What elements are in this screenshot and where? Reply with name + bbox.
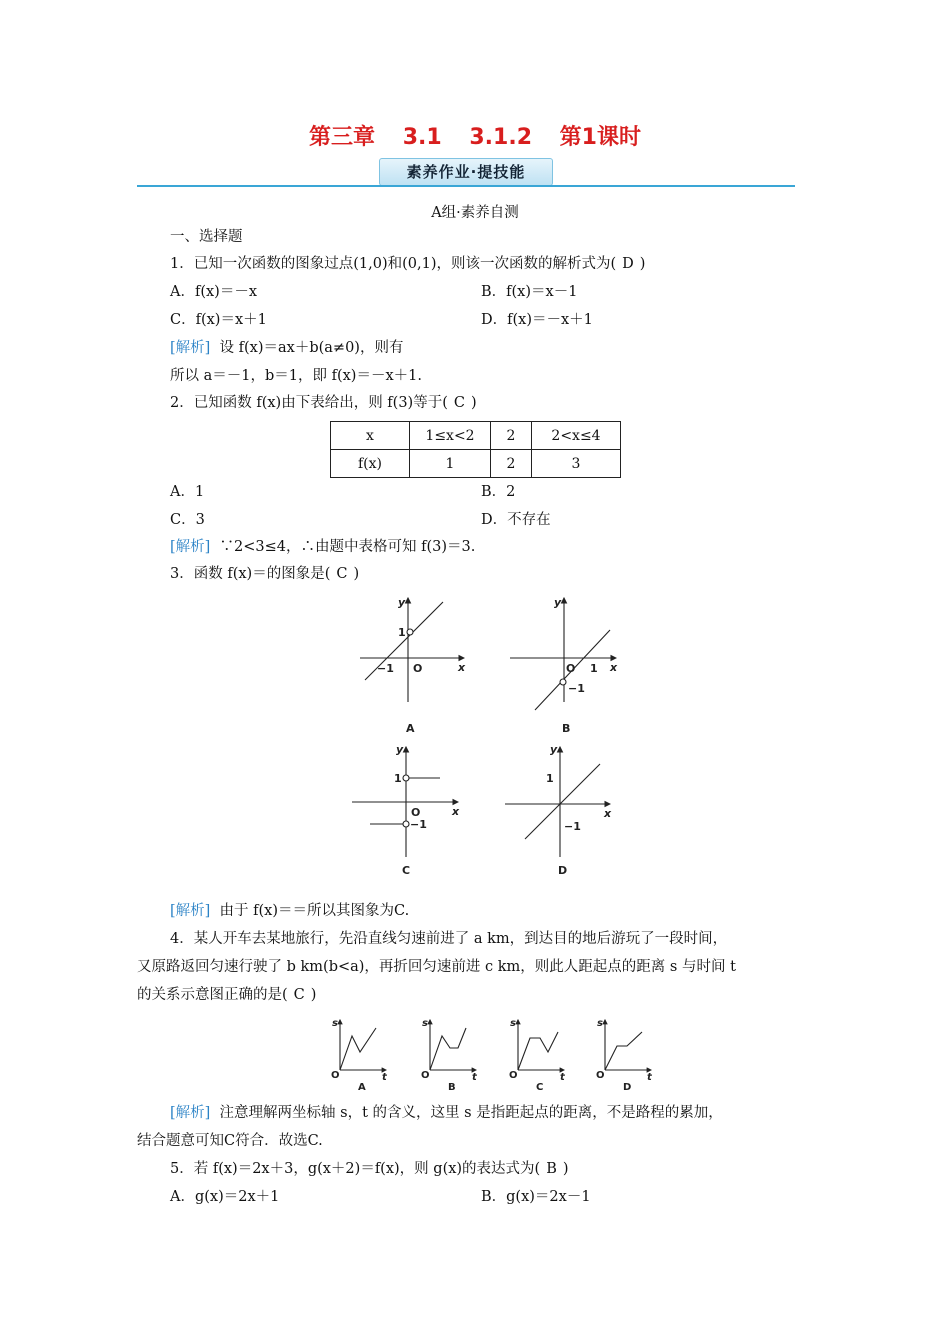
- section-heading: 一、选择题: [170, 229, 243, 245]
- axis-label-y: y: [554, 596, 562, 609]
- graph-caption: D: [623, 1082, 632, 1093]
- graph-caption: B: [562, 722, 571, 735]
- q3-solution: [解析] 由于 f(x)＝＝所以其图象为C.: [170, 903, 410, 919]
- axis-label-t: t: [647, 1072, 652, 1083]
- question-1: [170, 254, 645, 274]
- question-3: [170, 564, 359, 584]
- solution-tag: [解析]: [170, 903, 211, 919]
- page-title: [0, 120, 950, 151]
- solution-tag: [解析]: [170, 1105, 211, 1121]
- banner-badge: 素养作业·提技能: [379, 158, 553, 186]
- table-row: [331, 422, 621, 450]
- tick-label: −1: [564, 820, 581, 833]
- q2-option-a: A．1: [170, 484, 205, 500]
- q4-solution-line2: 结合题意可知C符合．故选C.: [137, 1133, 323, 1149]
- q5-option-a: A．g(x)＝2x＋1: [170, 1189, 280, 1205]
- q3-close: ): [353, 566, 360, 582]
- table-cell: 2: [491, 450, 532, 478]
- tick-label: −1: [568, 682, 585, 695]
- q5-close: ): [562, 1161, 569, 1177]
- q5-stem: 5．若 f(x)＝2x＋3，g(x＋2)＝f(x)，则 g(x)的表达式为(: [170, 1161, 541, 1177]
- origin-label: O: [413, 662, 423, 675]
- table-cell: 3: [532, 450, 621, 478]
- table-cell: 2<x≤4: [532, 422, 621, 450]
- axis-label-t: t: [472, 1072, 477, 1083]
- axis-label-x: x: [458, 661, 466, 674]
- graph-caption: D: [558, 864, 568, 877]
- axis-label-x: x: [452, 805, 460, 818]
- q4-stem-line2: 又原路返回匀速行驶了 b km(b<a)，再折回匀速前进 c km，则此人距起点的距离 s 与时间 t: [137, 959, 736, 975]
- subsection-label: 3.1.2: [469, 125, 532, 150]
- q2-option-c: C．3: [170, 512, 205, 528]
- axis-label-x: x: [604, 807, 612, 820]
- q3-answer: C: [336, 566, 348, 582]
- lesson-label: 第1课时: [559, 125, 641, 150]
- graph-caption: B: [448, 1082, 456, 1093]
- chapter-label: 第三章: [309, 125, 376, 150]
- q1-answer: D: [622, 256, 634, 272]
- q2-answer: C: [453, 395, 465, 411]
- q1-solution-line2: 所以 a＝－1，b＝1，即 f(x)＝－x＋1.: [170, 368, 422, 384]
- q1-stem: 1．已知一次函数的图象过点(1,0)和(0,1)，则该一次函数的解析式为(: [170, 256, 617, 272]
- graph-d: [505, 747, 610, 857]
- origin-label: O: [331, 1070, 340, 1081]
- q4-stem-line3: 的关系示意图正确的是(: [137, 987, 288, 1003]
- q1-option-b: B．f(x)＝x－1: [481, 284, 578, 300]
- q3-graphs: [340, 592, 640, 882]
- function-table: [330, 421, 621, 478]
- solution-tag: [解析]: [170, 539, 211, 555]
- graph-caption: A: [406, 722, 415, 735]
- axis-label-s: s: [597, 1018, 603, 1029]
- axis-label-t: t: [382, 1072, 387, 1083]
- q2-option-b: B．2: [481, 484, 516, 500]
- table-cell: 1: [410, 450, 491, 478]
- q1-close: ): [639, 256, 646, 272]
- q1-option-a: A．f(x)＝－x: [170, 284, 258, 300]
- q1-option-d: D．f(x)＝－x＋1: [481, 312, 593, 328]
- table-cell: 1≤x<2: [410, 422, 491, 450]
- section-label: 3.1: [402, 125, 442, 150]
- question-4: [137, 985, 316, 1005]
- q4-stem-line1: 4．某人开车去某地旅行，先沿直线匀速前进了 a km，到达目的地后游玩了一段时间，: [170, 931, 728, 947]
- axis-label-y: y: [398, 596, 406, 609]
- table-cell: x: [331, 422, 410, 450]
- header-divider: [137, 185, 795, 187]
- q5-option-b: B．g(x)＝2x－1: [481, 1189, 591, 1205]
- graph-a: [360, 598, 464, 702]
- axis-label-t: t: [560, 1072, 565, 1083]
- q2-solution: [解析] ∵2<3≤4，∴由题中表格可知 f(3)＝3.: [170, 539, 476, 555]
- origin-label: O: [596, 1070, 605, 1081]
- axis-label-y: y: [550, 743, 558, 756]
- graph-caption: C: [536, 1082, 544, 1093]
- q2-option-d: D．不存在: [481, 512, 551, 528]
- q2-close: ): [470, 395, 477, 411]
- axis-label-s: s: [422, 1018, 428, 1029]
- origin-label: O: [509, 1070, 518, 1081]
- table-cell: f(x): [331, 450, 410, 478]
- graph-caption: A: [358, 1082, 366, 1093]
- tick-label: −1: [410, 818, 427, 831]
- sgraph-c: [518, 1020, 564, 1070]
- question-5: [170, 1159, 569, 1179]
- sgraph-b: [430, 1020, 476, 1070]
- open-point: [403, 821, 409, 827]
- graph-b: [510, 598, 616, 710]
- tick-label: 1: [590, 662, 598, 675]
- q4-graphs: [320, 1012, 660, 1094]
- q5-answer: B: [546, 1161, 557, 1177]
- q1-solution-line1: [解析] 设 f(x)＝ax＋b(a≠0)，则有: [170, 340, 404, 356]
- tick-label: 1: [546, 772, 554, 785]
- origin-label: O: [566, 662, 576, 675]
- graph-c: [352, 747, 458, 857]
- q1-option-c: C．f(x)＝x＋1: [170, 312, 267, 328]
- q2-stem: 2．已知函数 f(x)由下表给出，则 f(3)等于(: [170, 395, 448, 411]
- open-point: [403, 775, 409, 781]
- origin-label: O: [421, 1070, 430, 1081]
- open-point: [560, 679, 566, 685]
- open-point: [407, 629, 413, 635]
- sgraph-d: [605, 1020, 651, 1070]
- tick-label: −1: [377, 662, 394, 675]
- table-cell: 2: [491, 422, 532, 450]
- solution-tag: [解析]: [170, 340, 211, 356]
- tick-label: 1: [394, 772, 402, 785]
- table-row: [331, 450, 621, 478]
- group-title: A组·素养自测: [431, 205, 519, 221]
- axis-label-y: y: [396, 743, 404, 756]
- axis-label-s: s: [510, 1018, 516, 1029]
- question-2: [170, 393, 477, 413]
- axis-label-x: x: [610, 661, 618, 674]
- sgraph-a: [340, 1020, 386, 1070]
- q4-solution-line1: [解析] 注意理解两坐标轴 s，t 的含义，这里 s 是指距起点的距离，不是路程的累加，: [170, 1105, 723, 1121]
- graph-caption: C: [402, 864, 411, 877]
- axis-label-s: s: [332, 1018, 338, 1029]
- q4-answer: C: [293, 987, 305, 1003]
- origin-label: O: [411, 806, 421, 819]
- tick-label: 1: [398, 626, 406, 639]
- q3-stem: 3．函数 f(x)＝的图象是(: [170, 566, 331, 582]
- q4-close: ): [310, 987, 317, 1003]
